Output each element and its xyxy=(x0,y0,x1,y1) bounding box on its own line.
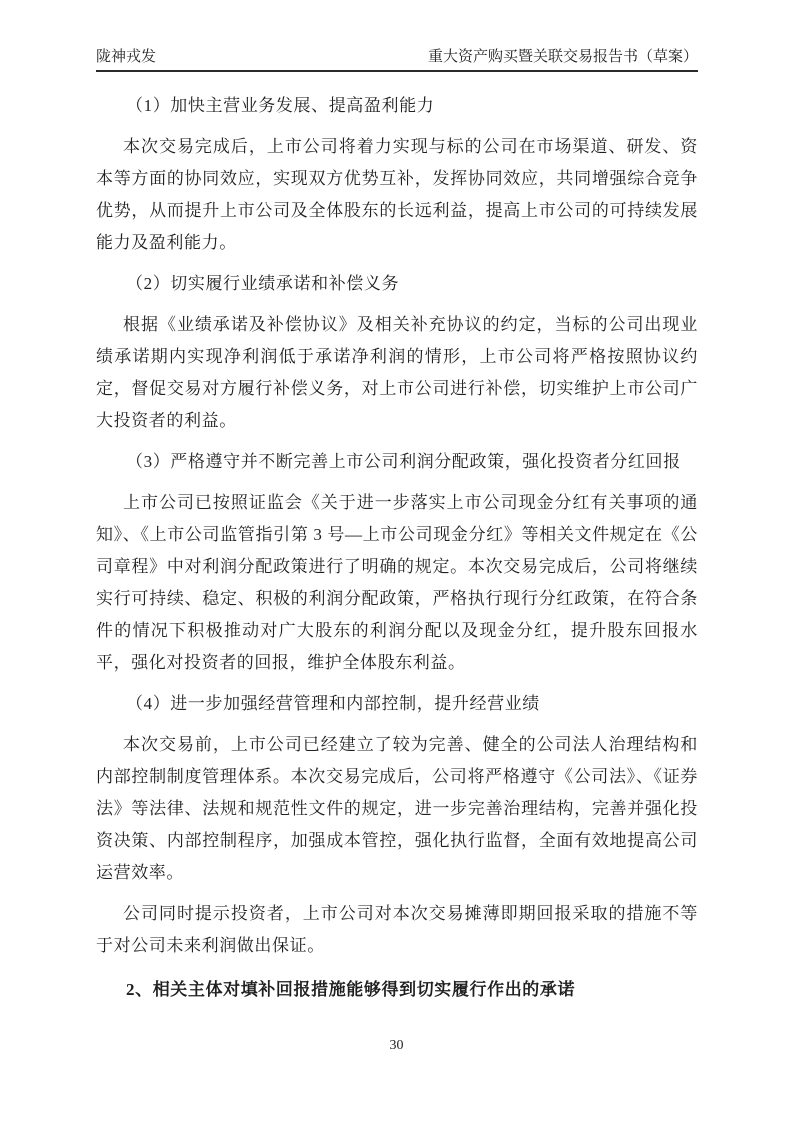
page-footer xyxy=(0,1036,793,1056)
section-heading: （2）切实履行业绩承诺和补偿义务 xyxy=(126,274,400,293)
body-paragraph: 根据《业绩承诺及补偿协议》及相关补充协议的约定，当标的公司出现业绩承诺期内实现净利润低于承诺净利润的情形，上市公司将严格按照协议约定，督促交易对方履行补偿义务，对上市公司进行补偿，切实维护上市公司广大投资者的利益。 xyxy=(96,315,698,430)
document-body xyxy=(96,90,698,1015)
header-report-title: 重大资产购买暨关联交易报告书（草案） xyxy=(427,49,698,65)
body-paragraph: 公司同时提示投资者，上市公司对本次交易摊薄即期回报采取的措施不等于对公司未来利润做出保证。 xyxy=(96,904,698,955)
section-heading: （1）加快主营业务发展、提高盈利能力 xyxy=(126,96,435,115)
body-paragraph: 本次交易完成后，上市公司将着力实现与标的公司在市场渠道、研发、资本等方面的协同效应，实现双方优势互补，发挥协同效应，共同增强综合竞争优势，从而提升上市公司及全体股东的长远利益，提高上市公司的可持续发展能力及盈利能力。 xyxy=(96,137,698,252)
body-paragraph: 上市公司已按照证监会《关于进一步落实上市公司现金分红有关事项的通知》、《上市公司监管指引第 3 号—上市公司现金分红》等相关文件规定在《公司章程》中对利润分配政策进行了明确的规定。本次交易完成后，公司将继续实行可持续、稳定、积极的利润分配政策，严格执行现行分红政策，在符合条件的情况下积极推动对广大股东的利润分配以及现金分红，提升股东回报水平，强化对投资者的回报，维护全体股东利益。 xyxy=(96,493,698,672)
body-paragraph: 本次交易前，上市公司已经建立了较为完善、健全的公司法人治理结构和内部控制制度管理体系。本次交易完成后，公司将严格遵守《公司法》、《证券法》等法律、法规和规范性文件的规定，进一步完善治理结构，完善并强化投资决策、内部控制程序，加强成本管控，强化执行监督，全面有效地提高公司运营效率。 xyxy=(96,735,698,882)
header-company-name: 陇神戎发 xyxy=(96,49,157,65)
page-number: 30 xyxy=(389,1038,404,1053)
numbered-subheading: 2、相关主体对填补回报措施能够得到切实履行作出的承诺 xyxy=(126,980,576,999)
section-heading: （3）严格遵守并不断完善上市公司利润分配政策，强化投资者分红回报 xyxy=(126,452,681,471)
section-heading: （4）进一步加强经营管理和内部控制，提升经营业绩 xyxy=(126,694,540,713)
page-header xyxy=(96,48,698,72)
